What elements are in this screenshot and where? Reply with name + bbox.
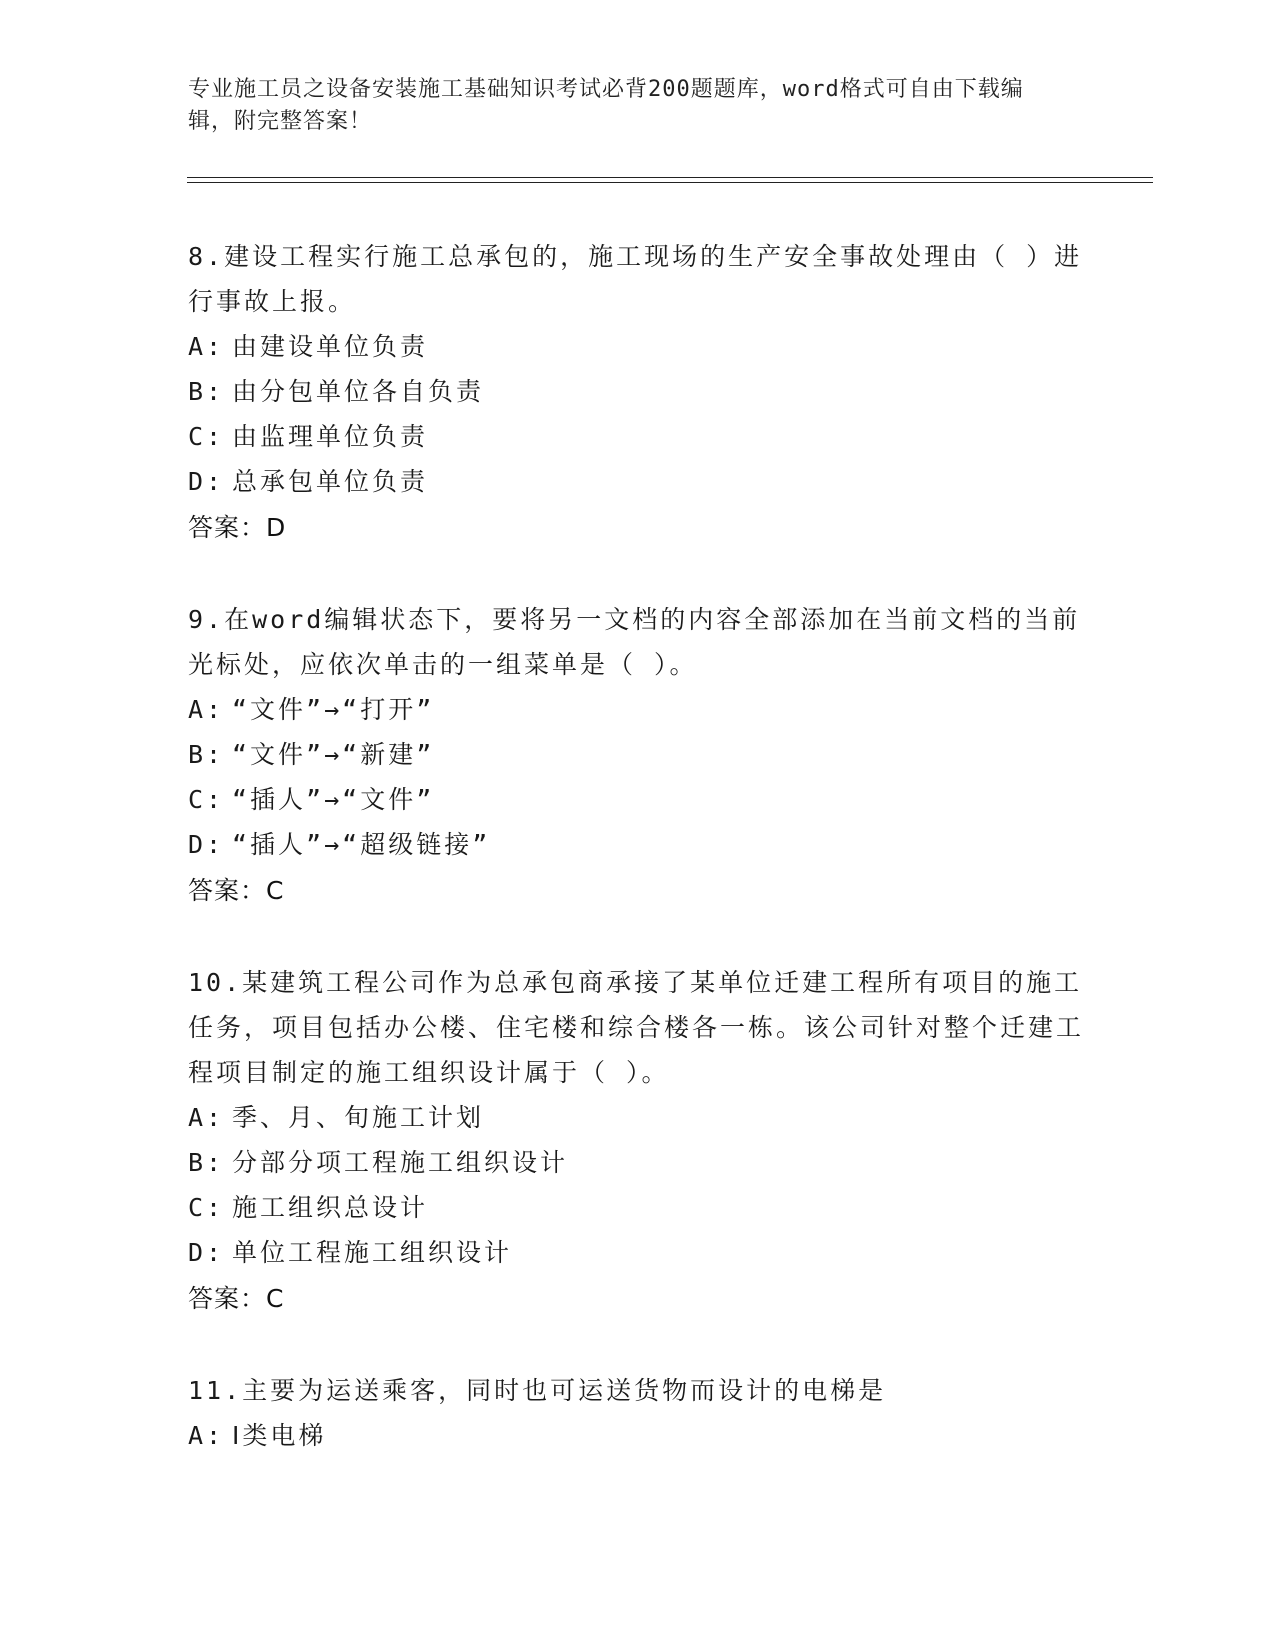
question-10 — [188, 960, 1088, 1322]
question-8 — [188, 234, 1088, 551]
option-text: 季、月、旬施工计划 — [232, 1103, 485, 1132]
question-stem: 9.在word编辑状态下，要将另一文档的内容全部添加在当前文档的当前光标处，应依次单击的一组菜单是（ ）。 — [188, 605, 1081, 679]
option-letter: C: — [188, 785, 225, 814]
option-letter: D: — [188, 1238, 225, 1267]
option-a — [188, 324, 1088, 369]
option-letter: B: — [188, 1148, 225, 1177]
document-header: 专业施工员之设备安装施工基础知识考试必背200题题库，word格式可自由下载编辑，附完整答案！ — [188, 77, 1024, 134]
question-stem: 10.某建筑工程公司作为总承包商承接了某单位迁建工程所有项目的施工任务，项目包括办公楼、住宅楼和综合楼各一栋。该公司针对整个迁建工程项目制定的施工组织设计属于（ ）。 — [188, 968, 1085, 1087]
header-rule-bottom — [187, 182, 1153, 183]
option-text: 总承包单位负责 — [232, 467, 429, 496]
option-text: 施工组织总设计 — [232, 1193, 429, 1222]
option-text: “插人”→“超级链接” — [232, 830, 491, 859]
option-text: 由建设单位负责 — [232, 332, 429, 361]
option-d — [188, 822, 1088, 867]
question-9 — [188, 597, 1088, 914]
option-text: 单位工程施工组织设计 — [232, 1238, 513, 1267]
question-list — [188, 234, 1088, 1504]
option-text: “文件”→“新建” — [232, 740, 435, 769]
option-d — [188, 1230, 1088, 1275]
option-a — [188, 687, 1088, 732]
option-letter: D: — [188, 830, 225, 859]
option-letter: C: — [188, 422, 225, 451]
option-d — [188, 459, 1088, 504]
option-text: 由监理单位负责 — [232, 422, 429, 451]
option-b — [188, 369, 1088, 414]
header-rule-top — [187, 177, 1153, 178]
option-text: 分部分项工程施工组织设计 — [232, 1148, 569, 1177]
option-letter: B: — [188, 740, 225, 769]
option-text: “插人”→“文件” — [232, 785, 435, 814]
option-text: “文件”→“打开” — [232, 695, 435, 724]
answer-line: 答案：C — [188, 1284, 285, 1313]
question-stem: 8.建设工程实行施工总承包的，施工现场的生产安全事故处理由（ ）进行事故上报。 — [188, 242, 1083, 316]
option-letter: B: — [188, 377, 225, 406]
answer-line: 答案：D — [188, 513, 287, 542]
option-letter: D: — [188, 467, 225, 496]
option-text: 由分包单位各自负责 — [232, 377, 485, 406]
option-b — [188, 732, 1088, 777]
option-c — [188, 777, 1088, 822]
question-11 — [188, 1368, 1088, 1458]
option-a — [188, 1095, 1088, 1140]
option-letter: A: — [188, 332, 225, 361]
option-b — [188, 1140, 1088, 1185]
option-letter: C: — [188, 1193, 225, 1222]
option-c — [188, 1185, 1088, 1230]
option-c — [188, 414, 1088, 459]
option-a — [188, 1413, 1088, 1458]
question-stem: 11.主要为运送乘客，同时也可运送货物而设计的电梯是 — [188, 1376, 887, 1405]
option-text: Ⅰ类电梯 — [232, 1421, 327, 1450]
answer-line: 答案：C — [188, 876, 285, 905]
option-letter: A: — [188, 1421, 225, 1450]
option-letter: A: — [188, 1103, 225, 1132]
option-letter: A: — [188, 695, 225, 724]
